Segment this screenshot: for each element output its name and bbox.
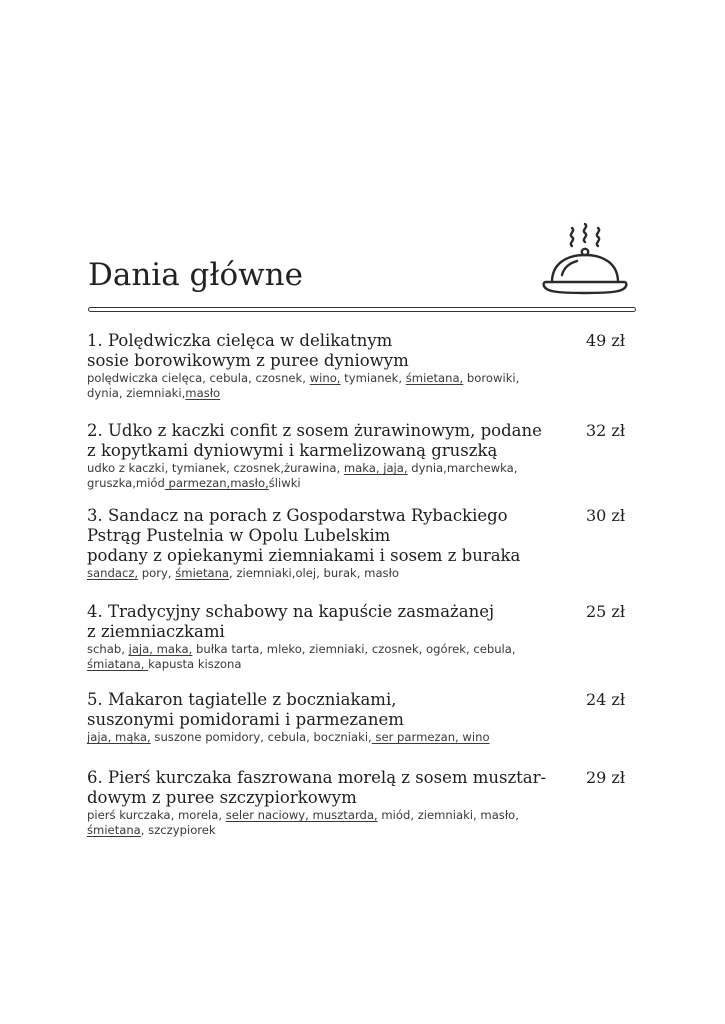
dish-name-line: Pstrąg Pustelnia w Opolu Lubelskim bbox=[87, 526, 391, 545]
ingredients-line bbox=[87, 386, 557, 401]
ingredients-line bbox=[87, 808, 557, 823]
dish-name bbox=[87, 506, 577, 566]
ingredient-text: suszone pomidory, cebula, boczniaki, bbox=[150, 730, 372, 744]
allergen-text: ser parmezan, wino bbox=[371, 730, 490, 744]
dish-name-line: dowym z puree szczypiorkowym bbox=[87, 788, 357, 807]
dish-price: 30 zł bbox=[585, 506, 625, 525]
dish-name-line: 3. Sandacz na porach z Gospodarstwa Rybackiego bbox=[87, 506, 508, 525]
dish-name bbox=[87, 690, 577, 730]
dish-ingredients bbox=[87, 808, 557, 838]
ingredients-line bbox=[87, 476, 557, 491]
dish-name-line: 4. Tradycyjny schabowy na kapuście zasmażanej bbox=[87, 602, 495, 621]
menu-item bbox=[87, 506, 632, 581]
ingredient-text: miód, ziemniaki, masło, bbox=[377, 808, 519, 822]
dish-ingredients bbox=[87, 566, 557, 581]
allergen-text: jaja, mąka, bbox=[87, 730, 151, 744]
menu-item bbox=[87, 331, 632, 401]
dish-name bbox=[87, 602, 577, 642]
dish-ingredients bbox=[87, 371, 557, 401]
ingredient-text: , ziemniaki,olej, burak, masło bbox=[229, 566, 399, 580]
ingredients-line bbox=[87, 461, 557, 476]
ingredients-line bbox=[87, 566, 557, 581]
dish-ingredients bbox=[87, 642, 557, 672]
dish-price: 25 zł bbox=[585, 602, 625, 621]
allergen-text: śmietana bbox=[175, 566, 230, 580]
allergen-text: sandacz, bbox=[87, 566, 139, 580]
ingredient-text: pierś kurczaka, morela, bbox=[87, 808, 226, 822]
ingredient-text: dynia,marchewka, bbox=[407, 461, 518, 475]
allergen-text: śmietana bbox=[87, 823, 141, 837]
ingredient-text: bułka tarta, mleko, ziemniaki, czosnek, ogórek, cebula, bbox=[192, 642, 516, 656]
page-title: Dania główne bbox=[88, 257, 303, 293]
menu-item bbox=[87, 421, 632, 491]
dish-name-line: 1. Polędwiczka cielęca w delikatnym bbox=[87, 331, 393, 350]
ingredients-line bbox=[87, 823, 557, 838]
menu-item bbox=[87, 768, 632, 838]
allergen-text: seler naciowy, musztarda, bbox=[225, 808, 378, 822]
allergen-text: jaja, maka, bbox=[128, 642, 193, 656]
dish-name-line: sosie borowikowym z puree dyniowym bbox=[87, 351, 409, 370]
dish-price: 49 zł bbox=[585, 331, 625, 350]
allergen-text: śmiatana, bbox=[87, 657, 149, 671]
menu-item bbox=[87, 602, 632, 672]
ingredient-text: schab, bbox=[87, 642, 129, 656]
dish-ingredients bbox=[87, 730, 557, 745]
dish-price: 29 zł bbox=[585, 768, 625, 787]
allergen-text: masło bbox=[185, 386, 221, 400]
dish-name-line: 5. Makaron tagiatelle z boczniakami, bbox=[87, 690, 397, 709]
ingredients-line bbox=[87, 657, 557, 672]
allergen-text: maka, jaja, bbox=[343, 461, 408, 475]
dish-name-line: podany z opiekanymi ziemniakami i sosem z buraka bbox=[87, 546, 521, 565]
allergen-text: parmezan,masło, bbox=[164, 476, 269, 490]
dish-name-line: z kopytkami dyniowymi i karmelizowaną gruszką bbox=[87, 441, 498, 460]
ingredients-line bbox=[87, 730, 557, 745]
allergen-text: wino, bbox=[309, 371, 341, 385]
ingredients-line bbox=[87, 642, 557, 657]
dish-name bbox=[87, 768, 577, 808]
dish-name bbox=[87, 331, 577, 371]
ingredient-text: śliwki bbox=[268, 476, 301, 490]
serving-cloche-icon bbox=[540, 220, 630, 300]
ingredient-text: pory, bbox=[138, 566, 176, 580]
dish-price: 32 zł bbox=[585, 421, 625, 440]
ingredient-text: borowiki, bbox=[463, 371, 520, 385]
ingredients-line bbox=[87, 371, 557, 386]
menu-item bbox=[87, 690, 632, 745]
ingredient-text: udko z kaczki, tymianek, czosnek,żurawina, bbox=[87, 461, 344, 475]
ingredient-text: polędwiczka cielęca, cebula, czosnek, bbox=[87, 371, 310, 385]
ingredient-text: kapusta kiszona bbox=[148, 657, 242, 671]
ingredient-text: tymianek, bbox=[340, 371, 406, 385]
dish-name bbox=[87, 421, 577, 461]
title-divider bbox=[88, 307, 636, 312]
dish-price: 24 zł bbox=[585, 690, 625, 709]
dish-name-line: suszonymi pomidorami i parmezanem bbox=[87, 710, 404, 729]
ingredient-text: , szczypiorek bbox=[140, 823, 216, 837]
dish-name-line: z ziemniaczkami bbox=[87, 622, 225, 641]
dish-ingredients bbox=[87, 461, 557, 491]
dish-name-line: 6. Pierś kurczaka faszrowana morelą z sosem musztar- bbox=[87, 768, 547, 787]
ingredient-text: gruszka,miód bbox=[87, 476, 165, 490]
allergen-text: śmietana, bbox=[405, 371, 464, 385]
dish-name-line: 2. Udko z kaczki confit z sosem żurawinowym, podane bbox=[87, 421, 542, 440]
ingredient-text: dynia, ziemniaki, bbox=[87, 386, 186, 400]
